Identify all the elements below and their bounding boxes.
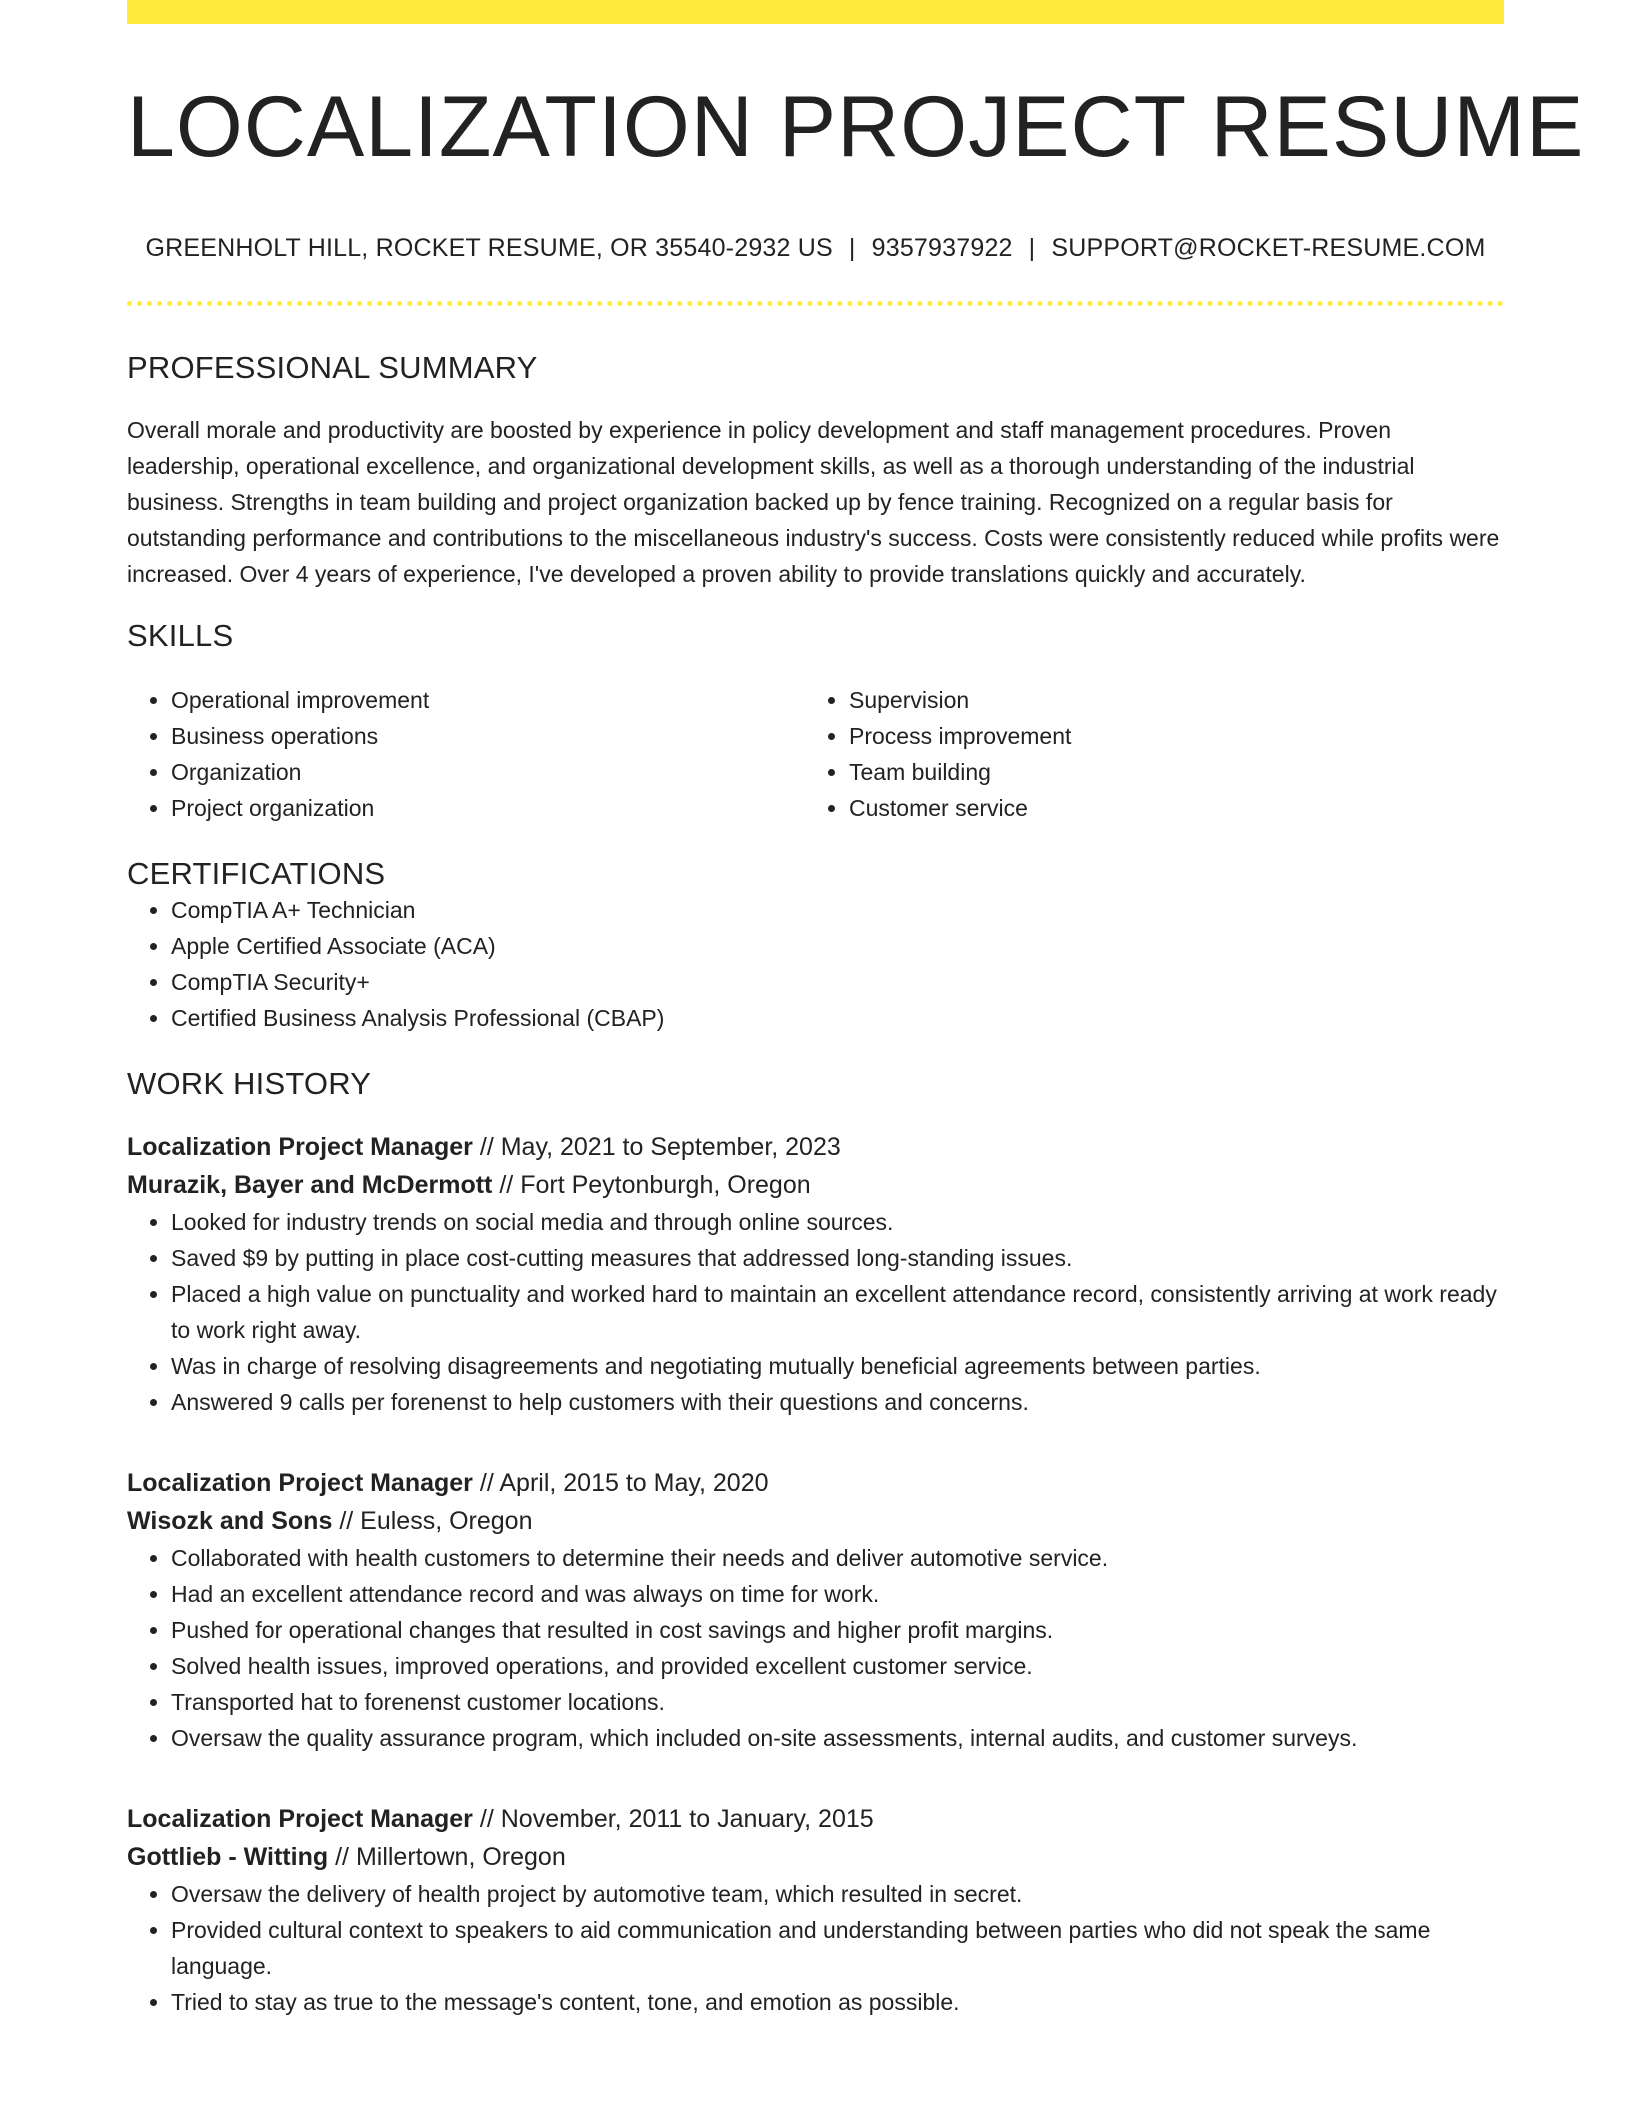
skills-column-right bbox=[805, 682, 1483, 826]
job-title: Localization Project Manager bbox=[127, 1469, 473, 1497]
job-company: Wisozk and Sons bbox=[127, 1507, 333, 1535]
job-dates: April, 2015 to May, 2020 bbox=[499, 1469, 769, 1497]
job-bullet-list bbox=[127, 1204, 1504, 1420]
job-bullet: • Saved $9 by putting in place cost-cutting measures that addressed long-standing issues. bbox=[171, 1240, 1504, 1276]
certification-item: • Apple Certified Associate (ACA) bbox=[171, 928, 1504, 964]
skill-item: • Customer service bbox=[849, 790, 1483, 826]
skills-column-left bbox=[127, 682, 805, 826]
job-company-line bbox=[127, 1838, 1504, 1876]
job-company: Murazik, Bayer and McDermott bbox=[127, 1171, 493, 1199]
job-separator: // bbox=[479, 1133, 494, 1161]
job-location: Millertown, Oregon bbox=[355, 1843, 566, 1871]
job-bullet: • Placed a high value on punctuality and worked hard to maintain an excellent attendance record, consistently arriving at work ready to work right away. bbox=[171, 1276, 1504, 1348]
skill-item: • Team building bbox=[849, 754, 1483, 790]
summary-text: Overall morale and productivity are boosted by experience in policy development and staff management procedures. Proven leadership, operational excellence, and organizational development skills, as well as a thorough understanding of the industrial business. Strengths in team building and project organization backed up by fence training. Recognized on a regular basis for outstanding performance and contributions to the miscellaneous industry's success. Costs were consistently reduced while profits were increased. Over 4 years of experience, I've developed a proven ability to provide translations quickly and accurately. bbox=[127, 417, 1500, 587]
job-separator: // bbox=[339, 1507, 354, 1535]
certifications-list bbox=[127, 892, 1504, 1036]
job-bullet: • Collaborated with health customers to determine their needs and deliver automotive service. bbox=[171, 1540, 1504, 1576]
certification-item: • Certified Business Analysis Professional (CBAP) bbox=[171, 1000, 1504, 1036]
job-title-line bbox=[127, 1800, 1504, 1838]
job-bullet: • Had an excellent attendance record and was always on time for work. bbox=[171, 1576, 1504, 1612]
job-bullet: • Looked for industry trends on social media and through online sources. bbox=[171, 1204, 1504, 1240]
skill-item: • Organization bbox=[171, 754, 805, 790]
contact-separator: | bbox=[1028, 234, 1036, 262]
job-bullet: • Pushed for operational changes that resulted in cost savings and higher profit margins. bbox=[171, 1612, 1504, 1648]
skills-heading: SKILLS bbox=[127, 618, 234, 653]
skills-grid bbox=[127, 682, 1504, 826]
skill-item: • Supervision bbox=[849, 682, 1483, 718]
job-bullet: • Transported hat to forenenst customer locations. bbox=[171, 1684, 1504, 1720]
job-separator: // bbox=[479, 1805, 494, 1833]
job-title: Localization Project Manager bbox=[127, 1133, 473, 1161]
job-title-line bbox=[127, 1464, 1504, 1502]
job-bullet: • Tried to stay as true to the message's content, tone, and emotion as possible. bbox=[171, 1984, 1504, 2020]
job-bullet: • Answered 9 calls per forenenst to help customers with their questions and concerns. bbox=[171, 1384, 1504, 1420]
resume-page bbox=[127, 0, 1585, 2020]
certification-item: • CompTIA A+ Technician bbox=[171, 892, 1504, 928]
contact-address: GREENHOLT HILL, ROCKET RESUME, OR 35540-2932 US bbox=[145, 234, 833, 262]
contact-email: SUPPORT@ROCKET-RESUME.COM bbox=[1051, 234, 1486, 262]
job-title-line bbox=[127, 1128, 1504, 1166]
job-company-line bbox=[127, 1166, 1504, 1204]
contact-separator: | bbox=[848, 234, 856, 262]
contact-phone: 9357937922 bbox=[871, 234, 1013, 262]
job-entry bbox=[127, 1464, 1504, 1756]
job-entry bbox=[127, 1800, 1504, 2020]
job-bullet: • Solved health issues, improved operations, and provided excellent customer service. bbox=[171, 1648, 1504, 1684]
job-bullet: • Oversaw the quality assurance program, which included on-site assessments, internal audits, and customer surveys. bbox=[171, 1720, 1504, 1756]
job-dates: November, 2011 to January, 2015 bbox=[500, 1805, 874, 1833]
skill-item: • Operational improvement bbox=[171, 682, 805, 718]
top-accent-bar bbox=[127, 0, 1504, 24]
job-bullet-list bbox=[127, 1540, 1504, 1756]
contact-line bbox=[127, 234, 1504, 263]
skills-list-right bbox=[805, 682, 1483, 826]
resume-title: LOCALIZATION PROJECT RESUME bbox=[127, 79, 1585, 175]
skill-item: • Business operations bbox=[171, 718, 805, 754]
job-separator: // bbox=[499, 1171, 514, 1199]
certification-item: • CompTIA Security+ bbox=[171, 964, 1504, 1000]
summary-heading: PROFESSIONAL SUMMARY bbox=[127, 350, 538, 385]
header-divider bbox=[127, 301, 1504, 306]
job-bullet: • Was in charge of resolving disagreements and negotiating mutually beneficial agreements between parties. bbox=[171, 1348, 1504, 1384]
certifications-heading: CERTIFICATIONS bbox=[127, 856, 386, 891]
job-entry bbox=[127, 1128, 1504, 1420]
job-separator: // bbox=[479, 1469, 494, 1497]
skill-item: • Process improvement bbox=[849, 718, 1483, 754]
job-bullet: • Provided cultural context to speakers to aid communication and understanding between parties who did not speak the same language. bbox=[171, 1912, 1504, 1984]
job-title: Localization Project Manager bbox=[127, 1805, 473, 1833]
job-bullet-list bbox=[127, 1876, 1504, 2020]
job-location: Fort Peytonburgh, Oregon bbox=[520, 1171, 811, 1199]
job-dates: May, 2021 to September, 2023 bbox=[500, 1133, 841, 1161]
job-separator: // bbox=[335, 1843, 349, 1871]
job-bullet: • Oversaw the delivery of health project by automotive team, which resulted in secret. bbox=[171, 1876, 1504, 1912]
job-company: Gottlieb - Witting bbox=[127, 1843, 329, 1871]
work-history-heading: WORK HISTORY bbox=[127, 1066, 372, 1101]
skill-item: • Project organization bbox=[171, 790, 805, 826]
skills-list-left bbox=[127, 682, 805, 826]
job-location: Euless, Oregon bbox=[360, 1507, 533, 1535]
job-company-line bbox=[127, 1502, 1504, 1540]
